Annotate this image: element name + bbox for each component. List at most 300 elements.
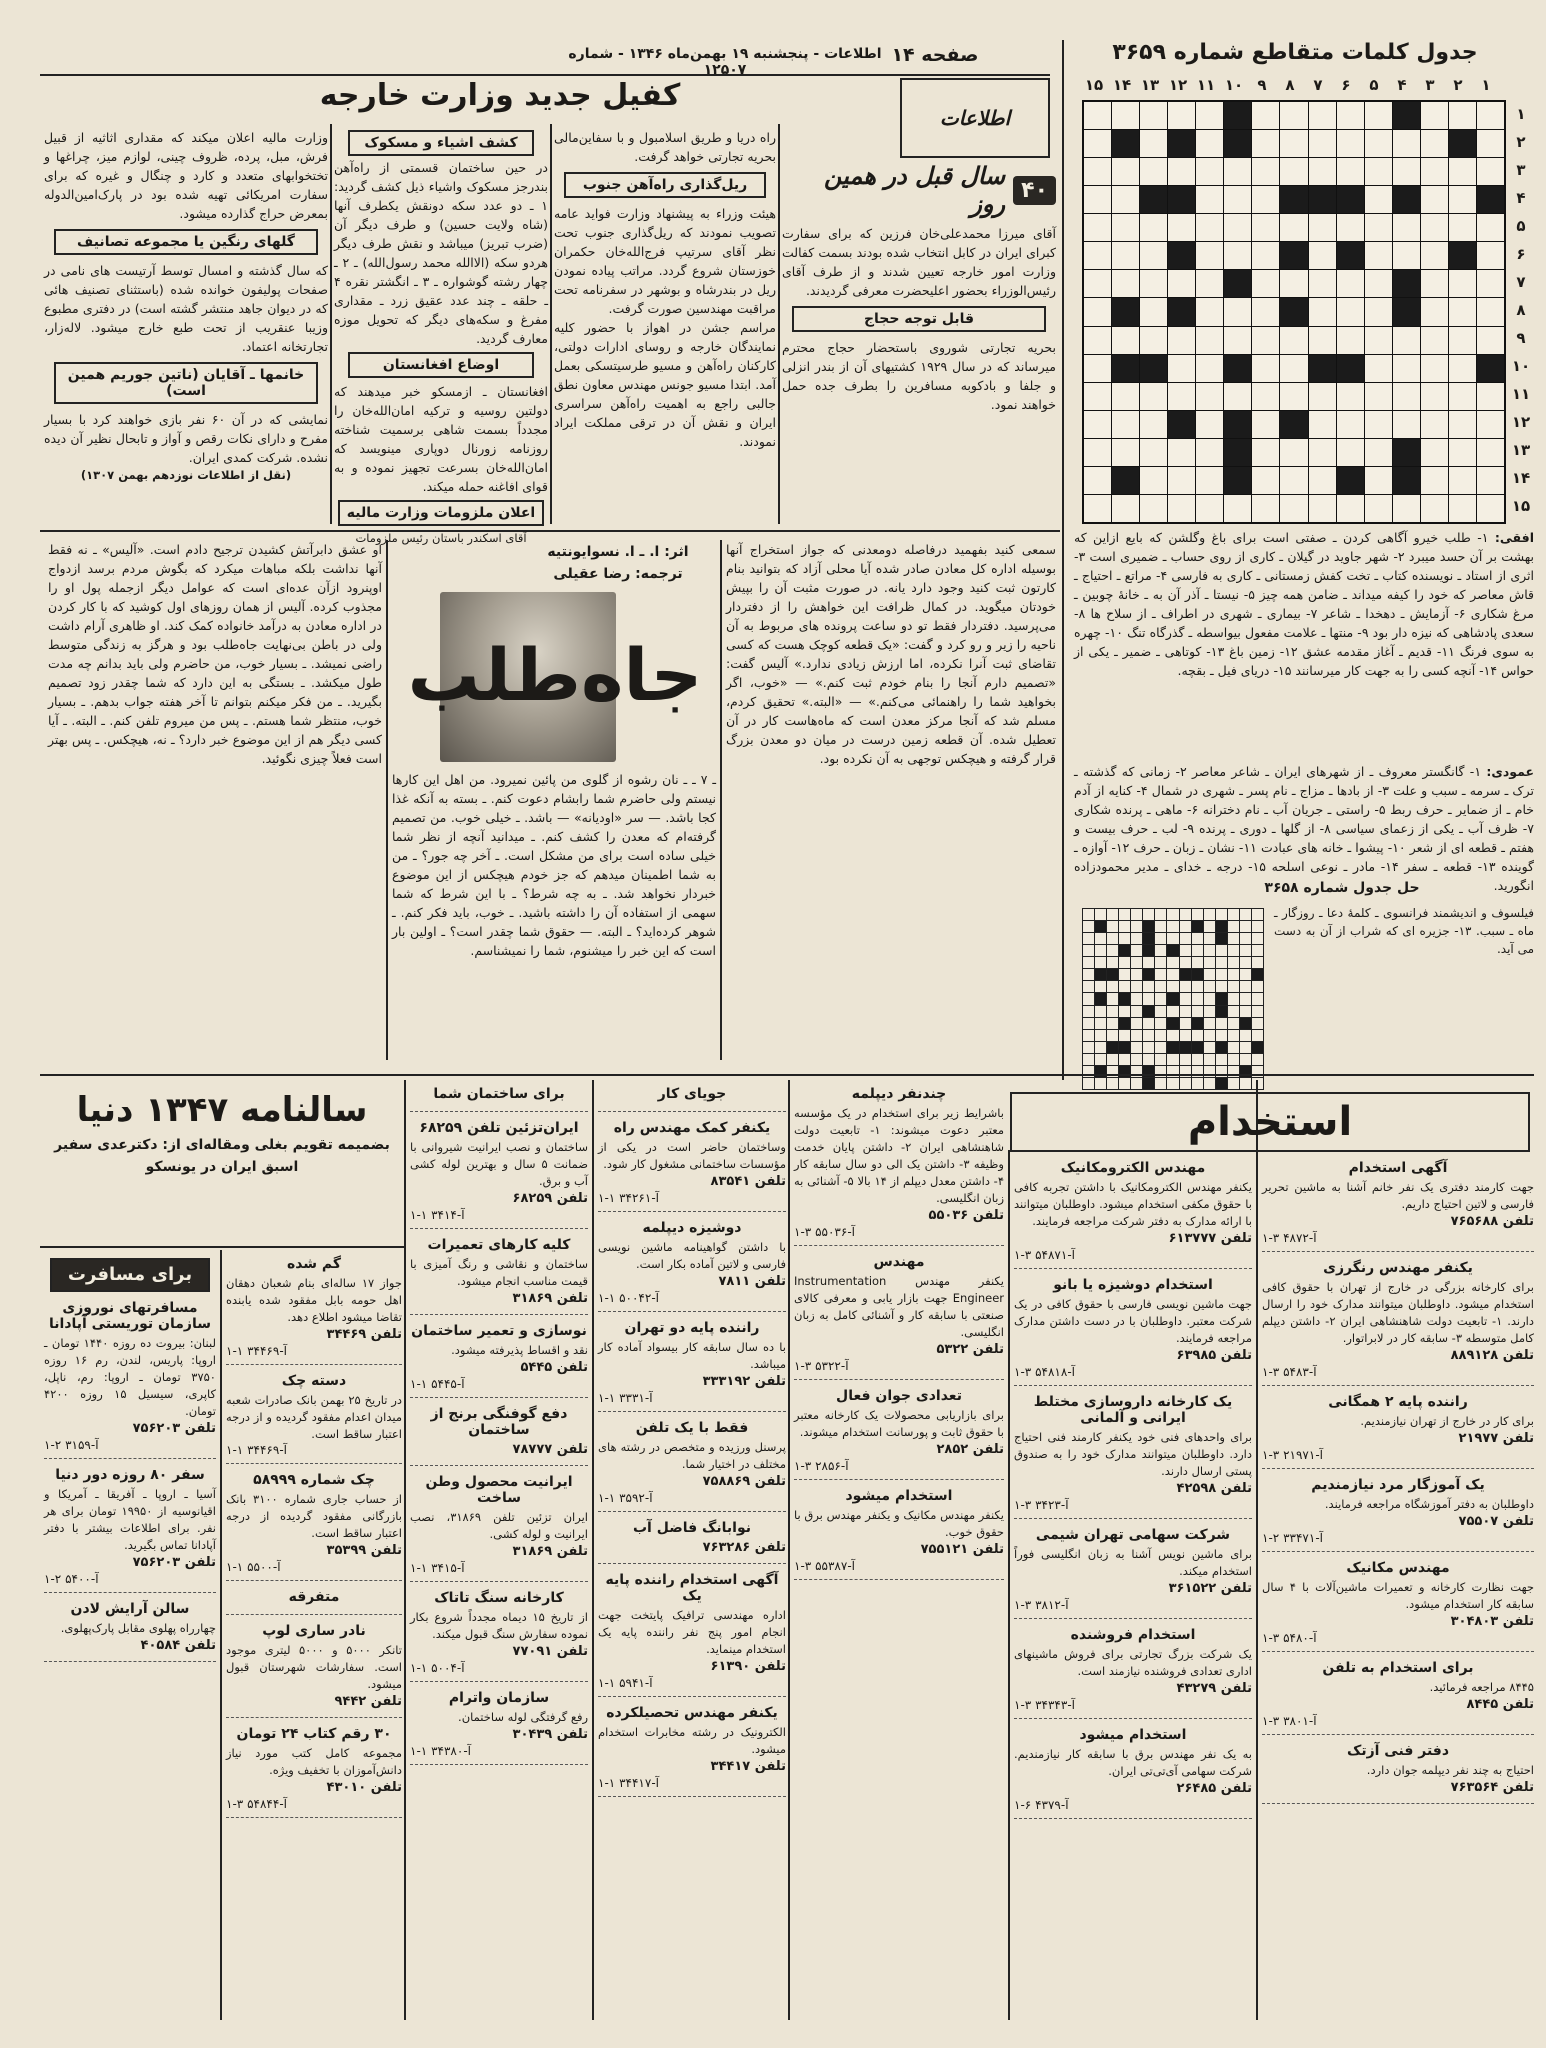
- classifieds-col-4: [598, 1086, 786, 2020]
- crossword-cell[interactable]: [1224, 467, 1251, 494]
- crossword-cell[interactable]: [1309, 130, 1336, 157]
- crossword-cell[interactable]: [1280, 130, 1307, 157]
- classified-ad-phone: تلفن ۳۰۴۸۰۳: [1450, 1614, 1534, 1629]
- crossword-cell[interactable]: [1309, 467, 1336, 494]
- crossword-cell[interactable]: [1393, 439, 1420, 466]
- crossword-cell[interactable]: [1365, 158, 1392, 185]
- crossword-cell[interactable]: [1365, 270, 1392, 297]
- crossword-cell[interactable]: [1168, 439, 1195, 466]
- crossword-cell[interactable]: [1168, 186, 1195, 213]
- solution-cell: [1119, 921, 1130, 932]
- solution-cell: [1228, 1054, 1239, 1065]
- crossword-cell[interactable]: [1477, 439, 1504, 466]
- crossword-cell[interactable]: [1112, 383, 1139, 410]
- crossword-cell[interactable]: [1280, 214, 1307, 241]
- classified-ad-text: یکنفر مهندس الکترومکانیک با داشتن تجربه کافی با حقوق مکفی استخدام میشود. داوطلبان میتوانند با ارائه مدارک به دفتر شرکت مراجعه فرمایند.: [1014, 1180, 1252, 1228]
- classified-ad-phone: تلفن ۷۶۳۵۶۴: [1450, 1780, 1534, 1795]
- crossword-cell[interactable]: [1421, 327, 1448, 354]
- crossword-cell[interactable]: [1084, 327, 1111, 354]
- crossword-cell[interactable]: [1112, 130, 1139, 157]
- crossword-cell[interactable]: [1421, 411, 1448, 438]
- crossword-cell[interactable]: [1112, 439, 1139, 466]
- crossword-cell[interactable]: [1477, 298, 1504, 325]
- crossword-cell[interactable]: [1421, 355, 1448, 382]
- crossword-cell[interactable]: [1365, 327, 1392, 354]
- crossword-cell[interactable]: [1084, 355, 1111, 382]
- crossword-cell[interactable]: [1224, 130, 1251, 157]
- crossword-cell[interactable]: [1252, 355, 1279, 382]
- crossword-cell[interactable]: [1224, 411, 1251, 438]
- crossword-cell[interactable]: [1084, 214, 1111, 241]
- crossword-cell[interactable]: [1084, 158, 1111, 185]
- crossword-cell[interactable]: [1337, 355, 1364, 382]
- crossword-cell[interactable]: [1477, 467, 1504, 494]
- crossword-cell[interactable]: [1196, 242, 1223, 269]
- crossword-grid[interactable]: [1082, 100, 1506, 524]
- crossword-cell[interactable]: [1337, 467, 1364, 494]
- crossword-cell[interactable]: [1365, 495, 1392, 522]
- crossword-cell[interactable]: [1112, 214, 1139, 241]
- crossword-cell[interactable]: [1224, 327, 1251, 354]
- crossword-cell[interactable]: [1309, 495, 1336, 522]
- crossword-cell[interactable]: [1112, 495, 1139, 522]
- crossword-cell[interactable]: [1252, 327, 1279, 354]
- crossword-cell[interactable]: [1393, 327, 1420, 354]
- crossword-cell[interactable]: [1421, 158, 1448, 185]
- crossword-cell[interactable]: [1280, 439, 1307, 466]
- crossword-cell[interactable]: [1477, 102, 1504, 129]
- crossword-cell[interactable]: [1337, 383, 1364, 410]
- classified-ad-ref: آ-۳۳۴۷۱ ۲-۱: [1262, 1531, 1323, 1545]
- crossword-cell[interactable]: [1337, 495, 1364, 522]
- solution-cell: [1119, 909, 1130, 920]
- crossword-cell[interactable]: [1252, 411, 1279, 438]
- crossword-cell[interactable]: [1084, 495, 1111, 522]
- crossword-cell[interactable]: [1449, 242, 1476, 269]
- crossword-cell[interactable]: [1449, 383, 1476, 410]
- crossword-cell[interactable]: [1477, 495, 1504, 522]
- crossword-cell[interactable]: [1421, 467, 1448, 494]
- crossword-cell[interactable]: [1280, 467, 1307, 494]
- crossword-cell[interactable]: [1168, 467, 1195, 494]
- crossword-cell[interactable]: [1280, 327, 1307, 354]
- crossword-cell[interactable]: [1140, 298, 1167, 325]
- crossword-cell[interactable]: [1112, 467, 1139, 494]
- crossword-cell[interactable]: [1365, 214, 1392, 241]
- crossword-cell[interactable]: [1280, 411, 1307, 438]
- crossword-cell[interactable]: [1280, 270, 1307, 297]
- crossword-cell[interactable]: [1393, 158, 1420, 185]
- solution-cell: [1119, 1006, 1130, 1017]
- afghanistan-title: اوضاع افغانستان: [348, 352, 534, 378]
- classified-ad-text: لبنان: بیروت ده روزه ۱۴۴۰ تومان ـ اروپا: پاریس، لندن، رم ۱۶ روزه ۳۷۵۰ تومان ـ اروپا: رم، ناپل، کاپری، سیسیل ۱۵ روزه ۴۲۰۰ تومان.: [44, 1336, 217, 1418]
- crossword-cell[interactable]: [1421, 130, 1448, 157]
- crossword-cell[interactable]: [1477, 327, 1504, 354]
- crossword-cell[interactable]: [1393, 270, 1420, 297]
- crossword-cell[interactable]: [1337, 242, 1364, 269]
- crossword-cell[interactable]: [1084, 467, 1111, 494]
- crossword-cell[interactable]: [1112, 158, 1139, 185]
- crossword-cell[interactable]: [1252, 186, 1279, 213]
- crossword-cell[interactable]: [1309, 102, 1336, 129]
- crossword-cell[interactable]: [1224, 383, 1251, 410]
- crossword-cell[interactable]: [1168, 214, 1195, 241]
- crossword-cell[interactable]: [1084, 411, 1111, 438]
- crossword-cell[interactable]: [1280, 102, 1307, 129]
- crossword-cell[interactable]: [1140, 495, 1167, 522]
- crossword-cell[interactable]: [1393, 411, 1420, 438]
- crossword-cell[interactable]: [1309, 242, 1336, 269]
- crossword-cell[interactable]: [1196, 467, 1223, 494]
- crossword-cell[interactable]: [1337, 411, 1364, 438]
- crossword-cell[interactable]: [1112, 327, 1139, 354]
- crossword-cell[interactable]: [1337, 214, 1364, 241]
- crossword-cell[interactable]: [1365, 467, 1392, 494]
- crossword-cell[interactable]: [1168, 327, 1195, 354]
- solution-cell: [1143, 1054, 1154, 1065]
- crossword-cell[interactable]: [1252, 242, 1279, 269]
- crossword-cell[interactable]: [1224, 242, 1251, 269]
- crossword-cell[interactable]: [1477, 130, 1504, 157]
- crossword-cell[interactable]: [1196, 130, 1223, 157]
- classified-ad-phone: تلفن ۳۵۳۹۹: [326, 1543, 402, 1558]
- crossword-cell[interactable]: [1477, 355, 1504, 382]
- crossword-cell[interactable]: [1112, 186, 1139, 213]
- solution-cell: [1095, 909, 1106, 920]
- crossword-cell[interactable]: [1280, 383, 1307, 410]
- crossword-cell[interactable]: [1309, 298, 1336, 325]
- crossword-cell[interactable]: [1421, 298, 1448, 325]
- crossword-cell[interactable]: [1337, 186, 1364, 213]
- crossword-col-number: ۱۴: [1112, 76, 1132, 94]
- crossword-cell[interactable]: [1140, 270, 1167, 297]
- story-col-right: [726, 540, 1056, 1060]
- crossword-cell[interactable]: [1337, 158, 1364, 185]
- archive-note: (نقل از اطلاعات نوزدهم بهمن ۱۳۰۷): [80, 468, 292, 482]
- pilgrims-text: بحریه تجارتی شوروی باستحضار حجاج محترم میرساند که در سال ۱۹۲۹ کشتیهای آن از بندر انزلی و جلفا و بادکوبه مسافرین را بطرف جده حمل خواهند نمود.: [782, 340, 1056, 412]
- crossword-cell[interactable]: [1140, 411, 1167, 438]
- crossword-cell[interactable]: [1252, 130, 1279, 157]
- crossword-cell[interactable]: [1421, 495, 1448, 522]
- crossword-cell[interactable]: [1140, 383, 1167, 410]
- crossword-cell[interactable]: [1365, 298, 1392, 325]
- crossword-cell[interactable]: [1393, 383, 1420, 410]
- crossword-cell[interactable]: [1084, 130, 1111, 157]
- crossword-cell[interactable]: [1280, 355, 1307, 382]
- crossword-cell[interactable]: [1112, 242, 1139, 269]
- crossword-cell[interactable]: [1252, 383, 1279, 410]
- solution-cell: [1167, 1042, 1178, 1053]
- solution-cell: [1252, 921, 1263, 932]
- classified-ad-ref: آ-۳۳۳۱ ۱-۱: [598, 1391, 653, 1405]
- crossword-cell[interactable]: [1280, 495, 1307, 522]
- classified-ad-text: برای کار در خارج از تهران نیازمندیم.: [1360, 1414, 1534, 1428]
- vertical-label: عمودی:: [1486, 764, 1534, 779]
- crossword-cell[interactable]: [1309, 327, 1336, 354]
- crossword-cell[interactable]: [1140, 214, 1167, 241]
- crossword-cell[interactable]: [1365, 411, 1392, 438]
- crossword-cell[interactable]: [1224, 355, 1251, 382]
- solution-cell: [1192, 1078, 1203, 1089]
- crossword-cell[interactable]: [1168, 102, 1195, 129]
- crossword-cell[interactable]: [1140, 102, 1167, 129]
- crossword-cell[interactable]: [1309, 411, 1336, 438]
- crossword-cell[interactable]: [1084, 242, 1111, 269]
- crossword-cell[interactable]: [1477, 214, 1504, 241]
- classified-ad-ref: آ-۳۴۳۴۳ ۳-۱: [1014, 1698, 1075, 1712]
- crossword-cell[interactable]: [1196, 102, 1223, 129]
- crossword-cell[interactable]: [1393, 355, 1420, 382]
- crossword-cell[interactable]: [1224, 439, 1251, 466]
- crossword-cell[interactable]: [1337, 298, 1364, 325]
- crossword-row-number: ۱۰: [1511, 357, 1531, 375]
- crossword-cell[interactable]: [1084, 186, 1111, 213]
- crossword-cell[interactable]: [1084, 102, 1111, 129]
- crossword-cell[interactable]: [1309, 439, 1336, 466]
- crossword-cell[interactable]: [1449, 214, 1476, 241]
- crossword-cell[interactable]: [1449, 186, 1476, 213]
- crossword-cell[interactable]: [1449, 130, 1476, 157]
- crossword-cell[interactable]: [1252, 102, 1279, 129]
- crossword-cell[interactable]: [1477, 242, 1504, 269]
- crossword-cell[interactable]: [1112, 298, 1139, 325]
- crossword-cell[interactable]: [1196, 355, 1223, 382]
- solution-cell: [1083, 1078, 1094, 1089]
- solution-cell: [1095, 1078, 1106, 1089]
- crossword-cell[interactable]: [1449, 355, 1476, 382]
- crossword-cell[interactable]: [1168, 298, 1195, 325]
- crossword-cell[interactable]: [1477, 270, 1504, 297]
- crossword-cell[interactable]: [1252, 214, 1279, 241]
- crossword-cell[interactable]: [1252, 495, 1279, 522]
- crossword-cell[interactable]: [1449, 102, 1476, 129]
- solution-cell: [1216, 969, 1227, 980]
- crossword-cell[interactable]: [1224, 102, 1251, 129]
- horizontal-clues: ۱- طلب خیرو آگاهی کردن ـ صفتی است برای باغ وگلشن که بایع ازاین که بهشت بر آن حسد میبرد ۲- شهر جاوید در گیلان ـ کاری از روی حساب ـ ضمیری است ۳- اثری از استاد ـ نویسنده کتاب ـ تخت کفش زمستانی ـ کاری به فارسی ۴- مراتع ـ احتیاج ـ قاش معاصر که خود را کیفه میداند ـ ضامن همه چیز ۵- نیستا ـ آذر آن به ـ خانهٔ چوبین ـ مرغ شکاری ۶- آزمایش ـ دهخدا ـ شاعر ۷- بیماری ـ شهری در اطراف ـ از سلاح ها ۸- سعدی پادشاهی که نیزه دار بود ۹- منتها ـ علامت مفعول بیواسطه ـ گذرگاه تنگ ۱۰- چهره به سوی فرنگ ۱۱- قدیم ـ آغاز مقدمه عشق ۱۲- زمین باغ ۱۳- کوتاهی ـ ضمیر ـ یکی از حواس ۱۴- آنچه کسی را به جهت کار میرسانند ۱۵- دریای فیل ـ بقچه.: [1074, 530, 1535, 678]
- crossword-cell[interactable]: [1196, 214, 1223, 241]
- classified-ad-ref: آ-۳۵۹۲ ۱-۱: [598, 1491, 653, 1505]
- theater-box-title: خانمها ـ آقایان (ناتین جوریم همین است): [54, 362, 318, 404]
- classified-ad-ref: آ-۵۴۰۰ ۲-۱: [44, 1572, 99, 1586]
- crossword-cell[interactable]: [1252, 158, 1279, 185]
- solution-cell: [1131, 945, 1142, 956]
- crossword-cell[interactable]: [1168, 383, 1195, 410]
- crossword-cell[interactable]: [1337, 130, 1364, 157]
- solution-cell: [1083, 1030, 1094, 1041]
- crossword-cell[interactable]: [1196, 158, 1223, 185]
- crossword-cell[interactable]: [1196, 327, 1223, 354]
- crossword-cell[interactable]: [1393, 298, 1420, 325]
- crossword-cell[interactable]: [1449, 327, 1476, 354]
- crossword-cell[interactable]: [1280, 158, 1307, 185]
- crossword-cell[interactable]: [1421, 186, 1448, 213]
- crossword-cell[interactable]: [1365, 355, 1392, 382]
- crossword-cell[interactable]: [1168, 242, 1195, 269]
- crossword-cell[interactable]: [1196, 186, 1223, 213]
- crossword-cell[interactable]: [1449, 467, 1476, 494]
- crossword-cell[interactable]: [1365, 383, 1392, 410]
- crossword-cell[interactable]: [1140, 439, 1167, 466]
- crossword-cell[interactable]: [1309, 214, 1336, 241]
- crossword-cell[interactable]: [1084, 439, 1111, 466]
- crossword-cell[interactable]: [1365, 102, 1392, 129]
- crossword-cell[interactable]: [1421, 214, 1448, 241]
- classified-ad-title: سازمان واترام: [448, 1690, 550, 1706]
- crossword-cell[interactable]: [1252, 270, 1279, 297]
- crossword-cell[interactable]: [1224, 495, 1251, 522]
- classified-ad: [794, 1086, 1004, 1246]
- crossword-cell[interactable]: [1168, 355, 1195, 382]
- classified-ad-title: سالن آرایش لادن: [70, 1601, 190, 1617]
- crossword-cell[interactable]: [1393, 130, 1420, 157]
- crossword-cell[interactable]: [1449, 270, 1476, 297]
- crossword-cell[interactable]: [1393, 495, 1420, 522]
- classified-ad-phone: تلفن ۳۶۱۵۲۲: [1168, 1581, 1252, 1596]
- crossword-cell[interactable]: [1309, 186, 1336, 213]
- crossword-cell[interactable]: [1280, 186, 1307, 213]
- crossword-cell[interactable]: [1140, 186, 1167, 213]
- solution-cell: [1155, 993, 1166, 1004]
- crossword-row-number: ۱۳: [1511, 441, 1531, 459]
- crossword-cell[interactable]: [1168, 411, 1195, 438]
- crossword-cell[interactable]: [1365, 186, 1392, 213]
- crossword-cell[interactable]: [1112, 102, 1139, 129]
- solution-cell: [1167, 921, 1178, 932]
- crossword-cell[interactable]: [1280, 242, 1307, 269]
- crossword-cell[interactable]: [1196, 439, 1223, 466]
- crossword-cell[interactable]: [1477, 383, 1504, 410]
- solution-cell: [1180, 981, 1191, 992]
- solution-cell: [1143, 909, 1154, 920]
- classified-ad: [598, 1520, 786, 1564]
- classified-ad-ref: آ-۳۴۴۶۹ ۱-۱: [226, 1344, 287, 1358]
- crossword-cell[interactable]: [1393, 102, 1420, 129]
- crossword-cell[interactable]: [1309, 355, 1336, 382]
- crossword-cell[interactable]: [1449, 298, 1476, 325]
- crossword-cell[interactable]: [1224, 214, 1251, 241]
- solution-cell: [1107, 1078, 1118, 1089]
- crossword-heading: جدول کلمات متقاطع شماره ۳۶۵۹: [1112, 40, 1478, 65]
- crossword-cell[interactable]: [1252, 298, 1279, 325]
- crossword-cell[interactable]: [1393, 242, 1420, 269]
- crossword-cell[interactable]: [1084, 270, 1111, 297]
- crossword-cell[interactable]: [1196, 495, 1223, 522]
- solution-cell: [1083, 969, 1094, 980]
- solution-cell: [1107, 945, 1118, 956]
- classified-ad-text: رفع گرفتگی لوله ساختمان.: [458, 1710, 588, 1724]
- crossword-cell[interactable]: [1168, 130, 1195, 157]
- crossword-col-number: ۹: [1257, 76, 1267, 94]
- solution-cell: [1240, 957, 1251, 968]
- crossword-cell[interactable]: [1140, 355, 1167, 382]
- crossword-cell[interactable]: [1112, 355, 1139, 382]
- crossword-cell[interactable]: [1477, 411, 1504, 438]
- crossword-cell[interactable]: [1224, 186, 1251, 213]
- crossword-cell[interactable]: [1112, 270, 1139, 297]
- crossword-cell[interactable]: [1140, 327, 1167, 354]
- crossword-cell[interactable]: [1112, 411, 1139, 438]
- solution-cell: [1143, 993, 1154, 1004]
- crossword-cell[interactable]: [1168, 495, 1195, 522]
- crossword-cell[interactable]: [1224, 158, 1251, 185]
- crossword-cell[interactable]: [1365, 242, 1392, 269]
- crossword-cell[interactable]: [1252, 439, 1279, 466]
- solution-cell: [1083, 921, 1094, 932]
- solution-cell: [1167, 993, 1178, 1004]
- crossword-cell[interactable]: [1449, 439, 1476, 466]
- crossword-cell[interactable]: [1196, 270, 1223, 297]
- crossword-cell[interactable]: [1337, 439, 1364, 466]
- classified-ad-text: با داشتن گواهینامه ماشین نویسی فارسی و لاتین آماده بکار است.: [598, 1240, 786, 1271]
- classified-ad: [794, 1388, 1004, 1480]
- crossword-cell[interactable]: [1337, 102, 1364, 129]
- crossword-cell[interactable]: [1365, 439, 1392, 466]
- crossword-cell[interactable]: [1393, 186, 1420, 213]
- crossword-cell[interactable]: [1337, 270, 1364, 297]
- solution-cell: [1119, 969, 1130, 980]
- classified-ad: [1014, 1277, 1252, 1386]
- crossword-cell[interactable]: [1309, 383, 1336, 410]
- solution-cell: [1180, 969, 1191, 980]
- classified-ad: [410, 1590, 588, 1682]
- crossword-cell[interactable]: [1140, 130, 1167, 157]
- crossword-cell[interactable]: [1224, 298, 1251, 325]
- crossword-cell[interactable]: [1196, 383, 1223, 410]
- classified-ad-ref: آ-۵۳۲۲ ۳-۱: [794, 1359, 849, 1373]
- crossword-cell[interactable]: [1449, 158, 1476, 185]
- classified-ad-phone: تلفن ۳۱۸۶۹: [512, 1291, 588, 1306]
- crossword-cell[interactable]: [1421, 439, 1448, 466]
- crossword-cell[interactable]: [1309, 158, 1336, 185]
- classified-ad-ref: آ-۳۴۲۳ ۳-۱: [1014, 1498, 1069, 1512]
- crossword-cell[interactable]: [1421, 102, 1448, 129]
- classified-ad-phone: تلفن ۶۱۳۷۷۷: [1168, 1231, 1252, 1246]
- crossword-cell[interactable]: [1140, 242, 1167, 269]
- crossword-cell[interactable]: [1140, 158, 1167, 185]
- crossword-cell[interactable]: [1365, 130, 1392, 157]
- classified-ad: [226, 1472, 402, 1581]
- crossword-cell[interactable]: [1168, 270, 1195, 297]
- crossword-cell[interactable]: [1084, 383, 1111, 410]
- crossword-cell[interactable]: [1252, 467, 1279, 494]
- crossword-cell[interactable]: [1196, 411, 1223, 438]
- crossword-cell[interactable]: [1421, 383, 1448, 410]
- solution-cell: [1216, 957, 1227, 968]
- solution-cell: [1083, 945, 1094, 956]
- crossword-cell[interactable]: [1309, 270, 1336, 297]
- crossword-cell[interactable]: [1421, 242, 1448, 269]
- solution-cell: [1083, 993, 1094, 1004]
- crossword-cell[interactable]: [1337, 327, 1364, 354]
- solution-cell: [1192, 1006, 1203, 1017]
- crossword-cell[interactable]: [1477, 186, 1504, 213]
- crossword-cell[interactable]: [1196, 298, 1223, 325]
- crossword-cell[interactable]: [1449, 411, 1476, 438]
- crossword-cell[interactable]: [1421, 270, 1448, 297]
- classified-ad-phone: تلفن ۷۵۸۸۶۹: [702, 1474, 786, 1489]
- crossword-cell[interactable]: [1140, 467, 1167, 494]
- crossword-cell[interactable]: [1280, 298, 1307, 325]
- crossword-cell[interactable]: [1224, 270, 1251, 297]
- crossword-cell[interactable]: [1393, 214, 1420, 241]
- crossword-cell[interactable]: [1393, 467, 1420, 494]
- classified-ad-text: یکنفر مهندس Instrumentation Engineer جهت بازار یابی و معرفی کالای صنعتی با سابقه کار و آشنائی کامل به زبان انگلیسی.: [794, 1274, 1004, 1339]
- classified-ad-title: گم شده: [286, 1256, 342, 1272]
- crossword-cell[interactable]: [1084, 298, 1111, 325]
- crossword-cell[interactable]: [1449, 495, 1476, 522]
- crossword-cell[interactable]: [1477, 158, 1504, 185]
- crossword-cell[interactable]: [1168, 158, 1195, 185]
